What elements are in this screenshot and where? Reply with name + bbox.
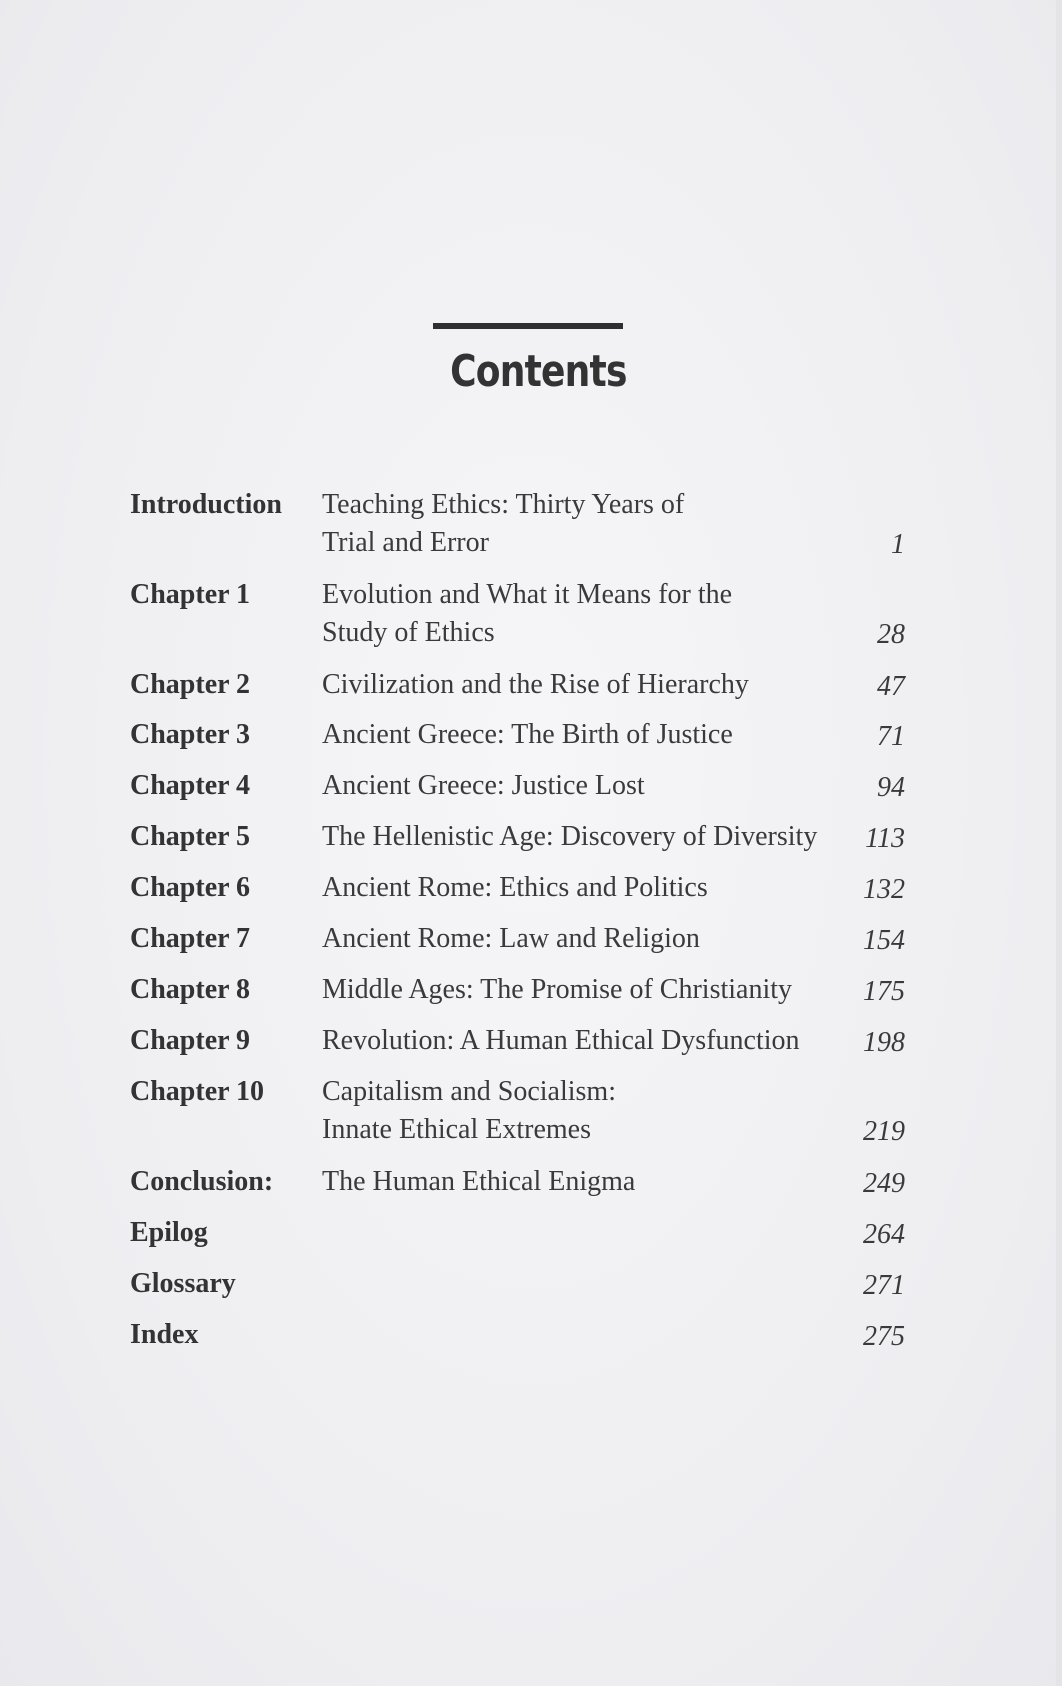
toc-entry-title-line: Evolution and What it Means for the [322,579,733,610]
page-title: Contents [450,346,627,397]
toc-entry-label: Chapter 4 [130,770,251,801]
toc-entry-page-number: 71 [877,721,905,752]
toc-entry-title [322,486,832,562]
toc-entry-label: Chapter 5 [130,821,251,852]
toc-entry-label: Chapter 6 [130,872,251,903]
toc-entry-title-line: Civilization and the Rise of Hierarchy [322,669,749,700]
toc-entry-title [322,971,832,1009]
toc-entry-title-line: Capitalism and Socialism: [322,1076,616,1107]
toc-entry-title [322,1022,832,1060]
toc-entry-page-number: 1 [891,529,905,560]
toc-entry-page-number: 198 [863,1027,905,1058]
toc-entry-title [322,818,832,856]
toc-entry-page-number: 271 [863,1270,905,1301]
toc-entry-label: Introduction [130,489,282,520]
toc-entry-page-number: 154 [863,925,905,956]
toc-entry-page-number: 94 [877,772,905,803]
toc-entry-label: Chapter 1 [130,579,251,610]
toc-entry-title [322,576,832,652]
toc-entry-title-line: Innate Ethical Extremes [322,1114,591,1145]
toc-entry-page-number: 249 [863,1168,905,1199]
toc-entry-title-line: Middle Ages: The Promise of Christianity [322,974,793,1005]
toc-entry-title [322,666,832,704]
toc-entry-label: Chapter 2 [130,669,251,700]
toc-entry-title-line: Revolution: A Human Ethical Dysfunction [322,1025,800,1056]
toc-entry-label: Chapter 3 [130,719,251,750]
toc-entry-label: Conclusion: [130,1166,274,1197]
toc-entry-title [322,920,832,958]
toc-entry-title-line: Ancient Rome: Law and Religion [322,923,700,954]
toc-entry-page-number: 113 [865,823,905,854]
toc-entry-title-line: Trial and Error [322,527,489,558]
toc-entry-title [322,1163,832,1201]
toc-entry-title [322,716,832,754]
toc-entry-page-number: 47 [877,671,905,702]
toc-entry-page-number: 28 [877,619,905,650]
toc-entry-title [322,1073,832,1149]
toc-entry-page-number: 219 [863,1116,905,1147]
toc-entry-page-number: 132 [863,874,905,905]
toc-entry-page-number: 275 [863,1321,905,1352]
toc-entry-title-line: Study of Ethics [322,617,495,648]
toc-entry-title [322,869,832,907]
toc-entry-label: Index [130,1319,199,1350]
toc-entry-label: Chapter 8 [130,974,251,1005]
toc-entry-title [322,767,832,805]
toc-entry-label: Chapter 10 [130,1076,265,1107]
toc-entry-label: Chapter 9 [130,1025,251,1056]
toc-entry-label: Chapter 7 [130,923,251,954]
toc-entry-page-number: 175 [863,976,905,1007]
toc-entry-title-line: The Hellenistic Age: Discovery of Diversity [322,821,818,852]
toc-entry-title-line: Ancient Rome: Ethics and Politics [322,872,708,903]
toc-entry-title-line: Teaching Ethics: Thirty Years of [322,489,685,520]
toc-entry-title-line: Ancient Greece: The Birth of Justice [322,719,733,750]
toc-entry-label: Glossary [130,1268,236,1299]
toc-entry-title-line: The Human Ethical Enigma [322,1166,636,1197]
toc-entry-page-number: 264 [863,1219,905,1250]
toc-entry-label: Epilog [130,1217,208,1248]
toc-entry-title-line: Ancient Greece: Justice Lost [322,770,645,801]
